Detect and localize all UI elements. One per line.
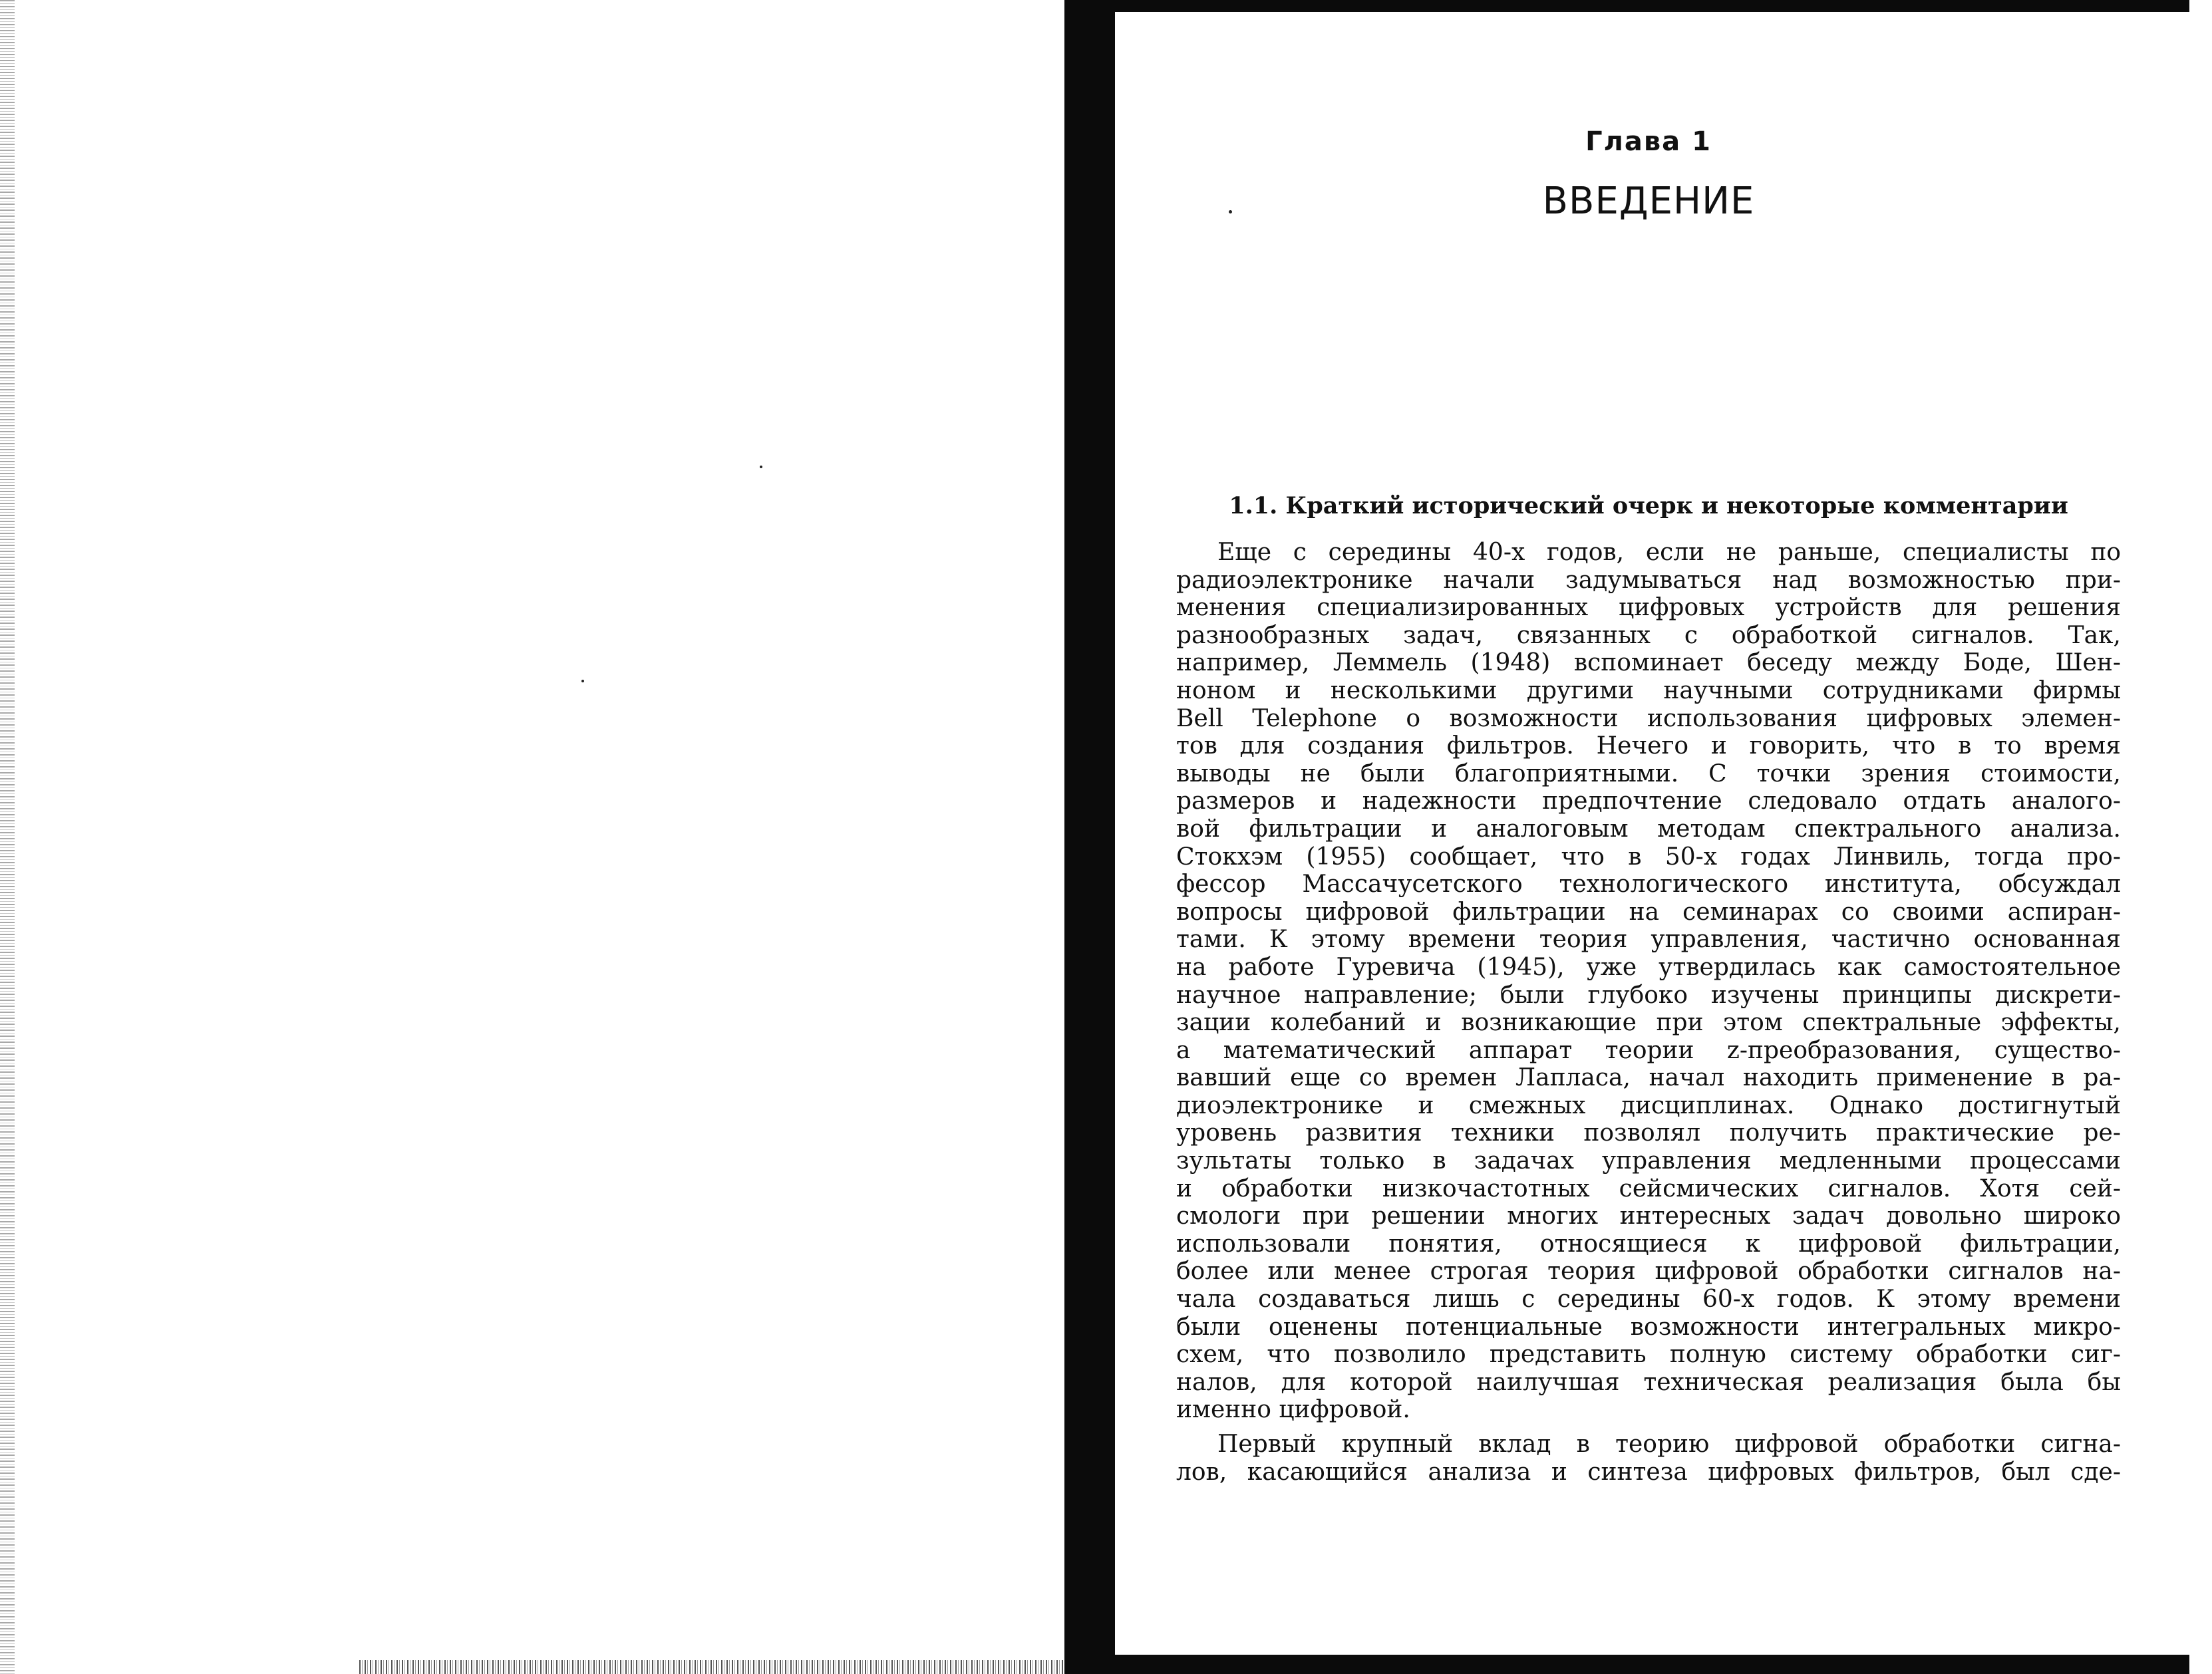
left-scan-edge [0, 0, 15, 1674]
text-line: Bell Telephone о возможности использования цифровых элемен- [1176, 704, 2121, 732]
text-line: например, Леммель (1948) вспоминает беседу между Боде, Шен- [1176, 649, 2121, 677]
text-line: чала создаваться лишь с середины 60-х годов. К этому времени [1176, 1286, 2121, 1314]
scan-speck [760, 466, 762, 468]
text-line: уровень развития техники позволял получить практические ре- [1176, 1119, 2121, 1147]
text-line: Стокхэм (1955) сообщает, что в 50-х годах Линвиль, тогда про- [1176, 843, 2121, 871]
text-line: были оценены потенциальные возможности интегральных микро- [1176, 1313, 2121, 1341]
text-line: размеров и надежности предпочтение следовало отдать аналого- [1176, 787, 2121, 815]
left-blank-page [0, 0, 1064, 1674]
text-line: вопросы цифровой фильтрации на семинарах со своими аспиран- [1176, 898, 2121, 926]
text-line: зации колебаний и возникающие при этом спектральные эффекты, [1176, 1009, 2121, 1037]
paragraph [1176, 1431, 2121, 1486]
body-text [1176, 539, 2121, 1486]
text-line: и обработки низкочастотных сейсмических сигналов. Хотя сей- [1176, 1175, 2121, 1202]
text-line: именно цифровой. [1176, 1396, 1410, 1424]
text-line: Первый крупный вклад в теорию цифровой обработки сигна- [1217, 1431, 2121, 1458]
section-heading: 1.1. Краткий исторический очерк и некоторые комментарии [1229, 492, 2068, 519]
text-line: радиоэлектронике начали задумываться над возможностью при- [1176, 566, 2121, 594]
text-line: налов, для которой наилучшая техническая реализация была бы [1176, 1368, 2121, 1396]
left-bottom-scan-edge [359, 1660, 1064, 1674]
chapter-title: ВВЕДЕНИЕ [1542, 180, 1755, 223]
text-line: выводы не были благоприятными. С точки зрения стоимости, [1176, 760, 2121, 787]
text-line: лов, касающийся анализа и синтеза цифровых фильтров, был сде- [1176, 1458, 2121, 1486]
scan-speck [581, 680, 584, 682]
text-line: на работе Гуревича (1945), уже утвердилась как самостоятельное [1176, 953, 2121, 981]
text-line: а математический аппарат теории z-преобразования, существо- [1176, 1036, 2121, 1064]
right-text-page [1115, 12, 2189, 1655]
text-line: более или менее строгая теория цифровой обработки сигналов на- [1176, 1258, 2121, 1286]
right-scan-margin [2189, 0, 2212, 1674]
paragraph [1176, 539, 2121, 1424]
text-line: научное направление; были глубоко изучены принципы дискрети- [1176, 981, 2121, 1009]
text-line: менения специализированных цифровых устройств для решения [1176, 594, 2121, 622]
text-line: использовали понятия, относящиеся к цифровой фильтрации, [1176, 1230, 2121, 1258]
text-line: тами. К этому времени теория управления, частично основанная [1176, 926, 2121, 954]
text-line: диоэлектронике и смежных дисциплинах. Однако достигнутый [1176, 1091, 2121, 1119]
text-line: схем, что позволило представить полную систему обработки сиг- [1176, 1341, 2121, 1369]
chapter-label: Глава 1 [1585, 126, 1712, 157]
text-line: ноном и несколькими другими научными сотрудниками фирмы [1176, 676, 2121, 704]
text-line: смологи при решении многих интересных задач довольно широко [1176, 1202, 2121, 1230]
paragraph-gap [1176, 1424, 2121, 1431]
text-line: разнообразных задач, связанных с обработкой сигналов. Так, [1176, 621, 2121, 649]
text-line: тов для создания фильтров. Нечего и говорить, что в то время [1176, 732, 2121, 760]
text-line: зультаты только в задачах управления медленными процессами [1176, 1147, 2121, 1175]
text-line: вой фильтрации и аналоговым методам спектрального анализа. [1176, 815, 2121, 843]
text-line: вавший еще со времен Лапласа, начал находить применение в ра- [1176, 1064, 2121, 1092]
scan-speck [1229, 210, 1232, 213]
text-line: Еще с середины 40-х годов, если не раньше, специалисты по [1217, 539, 2121, 566]
text-line: фессор Массачусетского технологического института, обсуждал [1176, 871, 2121, 899]
